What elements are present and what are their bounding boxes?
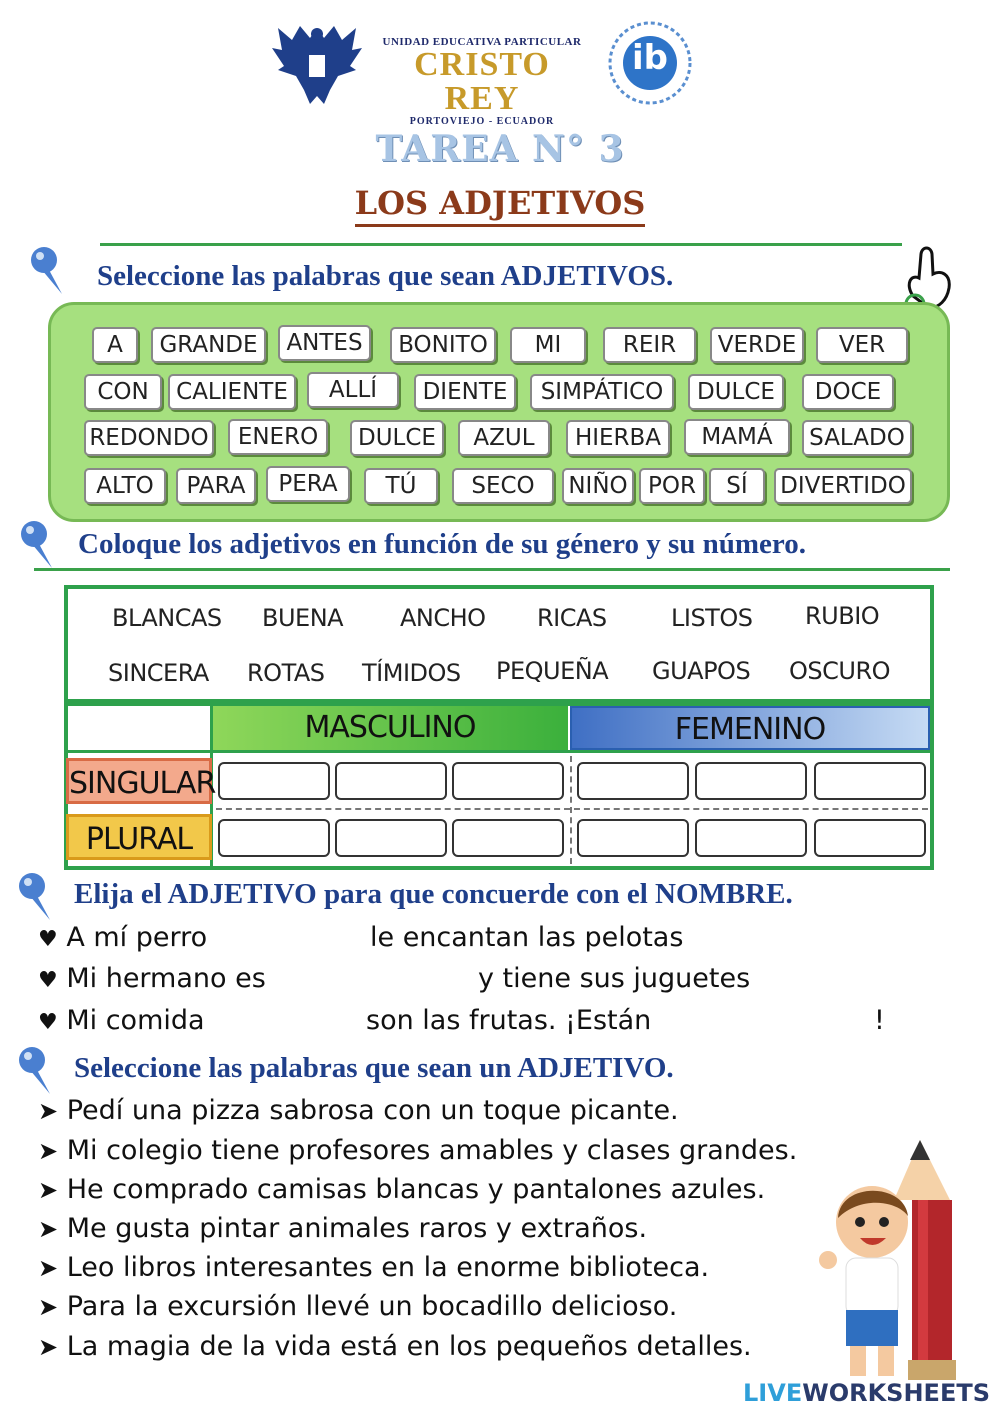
sentence-part: Mi comida	[66, 1005, 205, 1036]
pin-icon	[28, 244, 72, 298]
answer-cell[interactable]	[814, 762, 926, 800]
ib-logo-text: ib	[632, 38, 668, 78]
singular-label: SINGULAR	[66, 758, 212, 804]
word-option[interactable]: MAMÁ	[684, 419, 790, 455]
word-option[interactable]: REIR	[603, 327, 696, 363]
sentence-part: Mi hermano es	[66, 963, 266, 994]
sentence-3-3-end: !	[874, 1005, 885, 1036]
sentence-4-3[interactable]	[38, 1174, 765, 1205]
word-option[interactable]: POR	[639, 468, 705, 504]
word-option[interactable]: PARA	[176, 468, 256, 504]
sentence-3-1	[38, 922, 207, 953]
instruction-4: Seleccione las palabras que sean un ADJETIVO.	[74, 1052, 674, 1084]
word-option[interactable]: VER	[816, 327, 908, 363]
word-option[interactable]: VERDE	[710, 327, 804, 363]
sentence-text[interactable]: La magia de la vida está en los pequeños detalles.	[66, 1331, 752, 1362]
word-option[interactable]: AZUL	[458, 420, 550, 456]
sentence-3-1-end: le encantan las pelotas	[370, 922, 684, 953]
answer-cell[interactable]	[695, 762, 807, 800]
arrow-icon: ➤	[38, 1137, 59, 1165]
sentence-4-5[interactable]	[38, 1252, 709, 1283]
word-option[interactable]: MI	[510, 327, 586, 363]
arrow-icon: ➤	[38, 1333, 59, 1361]
answer-cell[interactable]	[335, 819, 447, 857]
answer-cell[interactable]	[577, 819, 689, 857]
answer-cell[interactable]	[577, 762, 689, 800]
word-option[interactable]: PERA	[266, 466, 350, 502]
word-option[interactable]: A	[92, 327, 138, 363]
arrow-icon: ➤	[38, 1176, 59, 1204]
bank2-word[interactable]: ANCHO	[400, 604, 486, 632]
heart-icon: ♥	[38, 1010, 58, 1035]
bank2-word[interactable]: GUAPOS	[652, 657, 751, 685]
bank2-word[interactable]: BUENA	[262, 604, 344, 632]
answer-cell[interactable]	[218, 819, 330, 857]
answer-cell[interactable]	[695, 819, 807, 857]
word-option[interactable]: DULCE	[688, 374, 784, 410]
word-option[interactable]: TÚ	[364, 468, 438, 504]
bank2-word[interactable]: ROTAS	[247, 659, 325, 687]
word-option[interactable]: NIÑO	[562, 468, 634, 504]
sentence-text[interactable]: Para la excursión llevé un bocadillo delicioso.	[66, 1291, 678, 1322]
brand-part-a: LIVE	[743, 1379, 803, 1407]
boy-with-pencil-illustration	[800, 1130, 990, 1385]
heart-icon: ♥	[38, 968, 58, 993]
word-option[interactable]: ALTO	[84, 468, 166, 504]
word-option[interactable]: GRANDE	[151, 327, 266, 363]
pin-icon	[18, 518, 62, 572]
sentence-text[interactable]: Me gusta pintar animales raros y extraños.	[66, 1213, 648, 1244]
word-option[interactable]: ALLÍ	[307, 372, 399, 408]
arrow-icon: ➤	[38, 1097, 59, 1125]
sentence-3-2	[38, 963, 266, 994]
word-option[interactable]: DIVERTIDO	[774, 468, 912, 504]
sentence-4-1[interactable]	[38, 1095, 679, 1126]
word-option[interactable]: ENERO	[228, 419, 328, 455]
school-location: PORTOVIEJO - ECUADOR	[409, 116, 555, 127]
bank2-word[interactable]: RUBIO	[805, 602, 880, 630]
bank2-word[interactable]: SINCERA	[108, 659, 209, 687]
school-logo-text	[372, 36, 592, 127]
answer-cell[interactable]	[335, 762, 447, 800]
pin-icon	[16, 870, 60, 924]
topic-title	[0, 184, 1000, 222]
word-option[interactable]: DIENTE	[414, 374, 516, 410]
answer-cell[interactable]	[814, 819, 926, 857]
instruction-3: Elija el ADJETIVO para que concuerde con el NOMBRE.	[74, 878, 793, 910]
header-underline	[68, 750, 930, 753]
arrow-icon: ➤	[38, 1215, 59, 1243]
school-name: CRISTO REY	[414, 46, 550, 117]
sentence-4-6[interactable]	[38, 1291, 677, 1322]
answer-cell[interactable]	[218, 762, 330, 800]
word-option[interactable]: HIERBA	[566, 420, 670, 456]
bank2-word[interactable]: RICAS	[537, 604, 607, 632]
word-option[interactable]: SALADO	[802, 420, 912, 456]
sentence-3-3-mid: son las frutas. ¡Están	[366, 1005, 652, 1036]
bank2-word[interactable]: OSCURO	[789, 657, 891, 685]
liveworksheets-brand	[743, 1379, 990, 1407]
word-option[interactable]: BONITO	[390, 327, 496, 363]
word-option[interactable]: CALIENTE	[168, 374, 296, 410]
sentence-text[interactable]: Leo libros interesantes en la enorme biblioteca.	[66, 1252, 710, 1283]
sentence-4-2[interactable]	[38, 1135, 797, 1166]
divider-line	[100, 243, 902, 246]
word-option[interactable]: SIMPÁTICO	[530, 374, 674, 410]
topic-title-text: LOS ADJETIVOS	[355, 184, 646, 227]
word-option[interactable]: DULCE	[350, 420, 444, 456]
row-divider	[216, 808, 928, 810]
word-option[interactable]: CON	[84, 374, 162, 410]
arrow-icon: ➤	[38, 1293, 59, 1321]
word-option[interactable]: SÍ	[709, 468, 765, 504]
heart-icon: ♥	[38, 927, 58, 952]
answer-cell[interactable]	[452, 819, 564, 857]
word-option[interactable]: ANTES	[278, 325, 371, 361]
sentence-4-7[interactable]	[38, 1331, 752, 1362]
sentence-3-2-end: y tiene sus juguetes	[478, 963, 751, 994]
instruction-2: Coloque los adjetivos en función de su género y su número.	[78, 528, 807, 560]
word-option[interactable]: SECO	[452, 468, 554, 504]
sentence-text[interactable]: He comprado camisas blancas y pantalones azules.	[66, 1174, 766, 1205]
sentence-part: A mí perro	[66, 922, 208, 953]
bank2-word[interactable]: LISTOS	[671, 604, 753, 632]
word-option[interactable]: REDONDO	[84, 420, 214, 456]
femenino-header: FEMENINO	[570, 706, 930, 750]
eagle-logo-icon	[270, 20, 365, 106]
sentence-text[interactable]: Pedí una pizza sabrosa con un toque picante.	[66, 1095, 679, 1126]
plural-label: PLURAL	[66, 814, 212, 860]
bank2-word[interactable]: TÍMIDOS	[362, 659, 461, 687]
sentence-text[interactable]: Mi colegio tiene profesores amables y clases grandes.	[66, 1135, 798, 1166]
sentence-4-4[interactable]	[38, 1213, 647, 1244]
answer-cell[interactable]	[452, 762, 564, 800]
masculino-header: MASCULINO	[212, 706, 568, 750]
bank2-word[interactable]: PEQUEÑA	[496, 657, 609, 685]
divider-line	[34, 568, 950, 571]
brand-part-b: WORKSHEETS	[802, 1379, 990, 1407]
word-option[interactable]: DOCE	[802, 374, 894, 410]
arrow-icon: ➤	[38, 1254, 59, 1282]
instruction-1: Seleccione las palabras que sean ADJETIVOS.	[97, 260, 674, 292]
bank2-word[interactable]: BLANCAS	[112, 604, 222, 632]
school-line1: UNIDAD EDUCATIVA PARTICULAR	[382, 36, 582, 48]
sentence-3-3	[38, 1005, 205, 1036]
task-title: TAREA N° 3	[375, 128, 625, 170]
pin-icon	[16, 1044, 60, 1098]
gender-divider	[570, 756, 572, 864]
